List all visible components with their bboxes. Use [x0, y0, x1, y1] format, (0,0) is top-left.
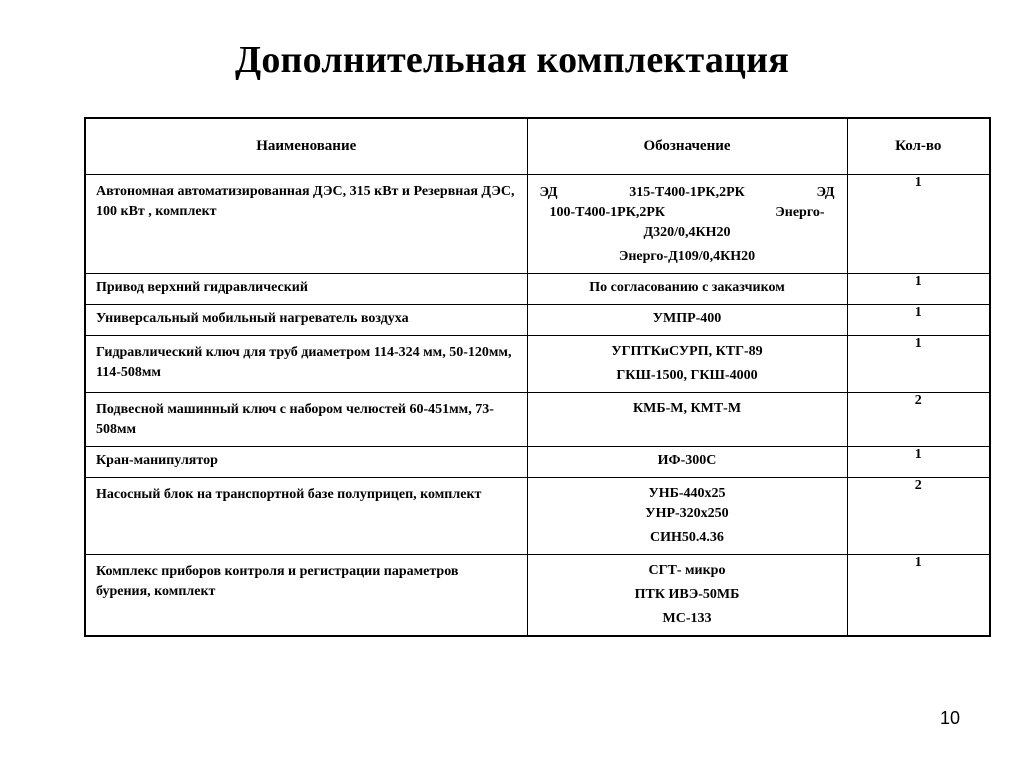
table-row — [85, 478, 990, 555]
designation-line: ПТК ИВЭ-50МБ — [634, 587, 740, 602]
row-qty: 2 — [847, 393, 990, 447]
row-name: Кран-манипулятор — [85, 447, 527, 478]
table-row — [85, 393, 990, 447]
row-name: Автономная автоматизированная ДЭС, 315 кВт и Резервная ДЭС, 100 кВт , комплект — [85, 175, 527, 274]
row-qty: 1 — [847, 555, 990, 637]
table-row — [85, 447, 990, 478]
designation-line: 100-Т400-1РК,2РК Энерго- — [549, 205, 825, 220]
row-qty: 1 — [847, 274, 990, 305]
table-row — [85, 336, 990, 393]
row-name: Привод верхний гидравлический — [85, 274, 527, 305]
table-row — [85, 305, 990, 336]
header-qty: Кол-во — [847, 118, 990, 175]
designation-line: ИФ-300С — [657, 453, 717, 468]
row-designation — [527, 555, 847, 637]
row-designation — [527, 478, 847, 555]
row-name: Гидравлический ключ для труб диаметром 114-324 мм, 50-120мм, 114-508мм — [85, 336, 527, 393]
header-designation: Обозначение — [527, 118, 847, 175]
table-row — [85, 274, 990, 305]
row-qty: 1 — [847, 305, 990, 336]
designation-line: По согласованию с заказчиком — [589, 280, 785, 295]
designation-line: УНБ-440х25 — [648, 486, 726, 501]
designation-line: ГКШ-1500, ГКШ-4000 — [616, 368, 758, 383]
row-designation — [527, 336, 847, 393]
designation-line: ЭД 315-Т400-1РК,2РК ЭД — [539, 185, 835, 200]
row-designation — [527, 447, 847, 478]
row-qty: 1 — [847, 336, 990, 393]
row-qty: 1 — [847, 175, 990, 274]
row-designation — [527, 393, 847, 447]
row-qty: 2 — [847, 478, 990, 555]
designation-line: Энерго-Д109/0,4КН20 — [618, 249, 756, 264]
designation-line: СИН50.4.36 — [650, 530, 724, 545]
row-designation — [527, 175, 847, 274]
designation-line: Д320/0,4КН20 — [643, 225, 731, 240]
designation-line: УГПТКиСУРП, КТГ-89 — [611, 344, 763, 359]
table-header-row — [85, 118, 990, 175]
designation-line: УМПР-400 — [652, 311, 722, 326]
row-name: Комплекс приборов контроля и регистрации параметров бурения, комплект — [85, 555, 527, 637]
row-designation — [527, 305, 847, 336]
designation-line: УНР-320х250 — [645, 506, 729, 521]
page-title: Дополнительная комплектация — [235, 39, 789, 81]
row-name: Подвесной машинный ключ с набором челюстей 60-451мм, 73-508мм — [85, 393, 527, 447]
designation-line: МС-133 — [662, 611, 712, 626]
designation-line: СГТ- микро — [648, 563, 726, 578]
row-designation — [527, 274, 847, 305]
row-name: Насосный блок на транспортной базе полуприцеп, комплект — [85, 478, 527, 555]
table-row — [85, 175, 990, 274]
row-qty: 1 — [847, 447, 990, 478]
table-row — [85, 555, 990, 637]
designation-line: КМБ-М, КМТ-М — [632, 401, 742, 416]
equipment-table — [84, 117, 991, 637]
page-number: 10 — [939, 708, 960, 728]
row-name: Универсальный мобильный нагреватель воздуха — [85, 305, 527, 336]
header-name: Наименование — [85, 118, 527, 175]
